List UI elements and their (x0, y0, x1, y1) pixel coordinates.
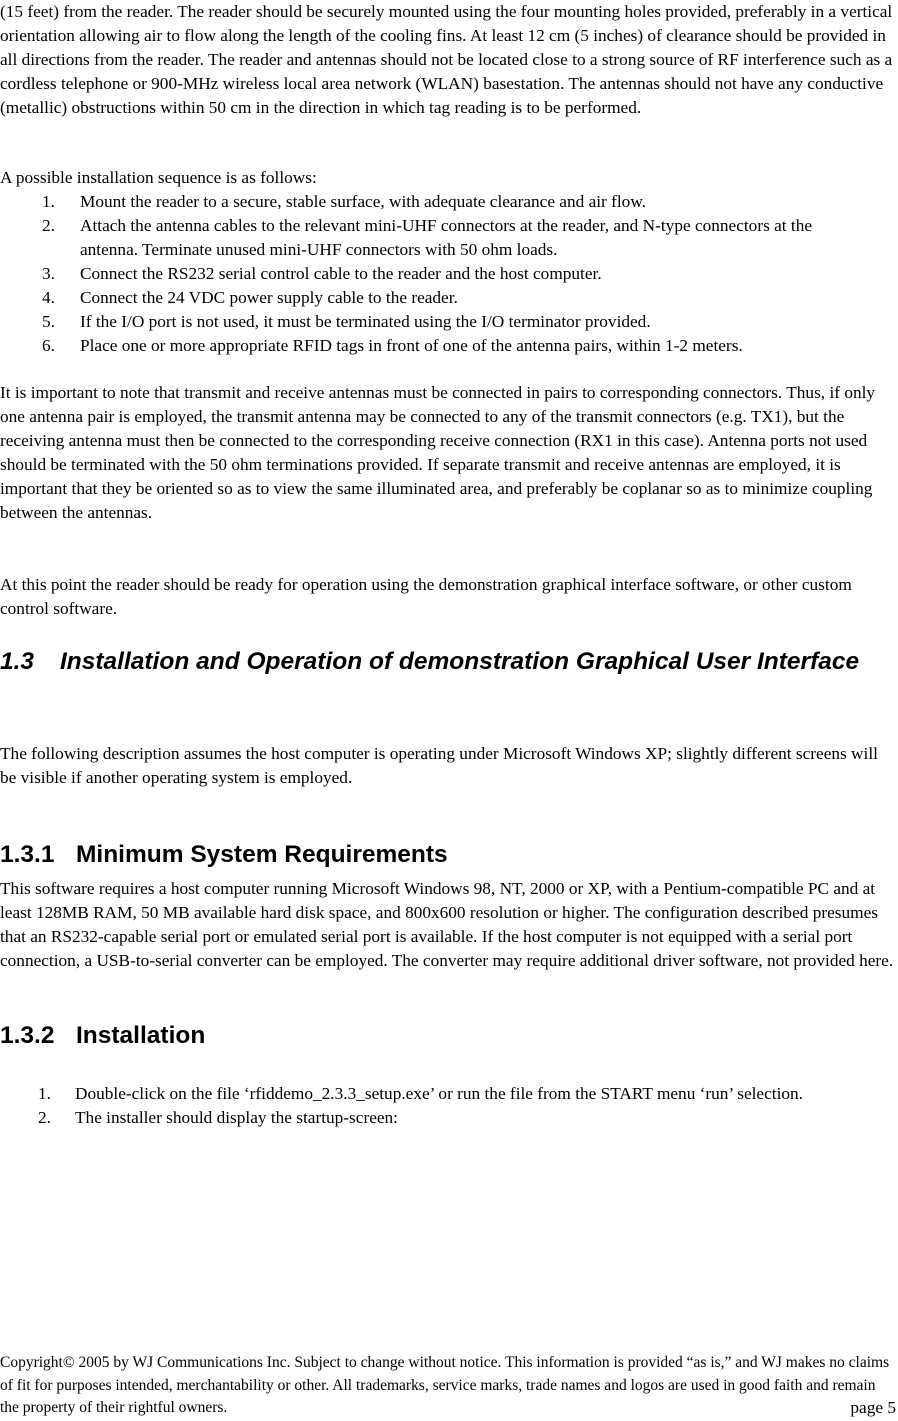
section-number: 1.3 (0, 648, 35, 675)
list-item-number: 2. (38, 1108, 51, 1127)
section-title: Installation (76, 1022, 206, 1049)
list-item-number: 1. (38, 1084, 51, 1103)
list-item-text: Place one or more appropriate RFID tags in front of one of the antenna pairs, within 1-2 meters. (80, 336, 743, 355)
installation-steps-list (38, 1082, 890, 1130)
list-item-number: 6. (42, 336, 55, 355)
section-heading-1-3-2 (0, 1021, 205, 1051)
list-item-text: Attach the antenna cables to the relevant mini-UHF connectors at the reader, and N-type connectors at the antenna. Terminate unused mini-UHF connectors with 50 ohm loads. (80, 216, 813, 259)
list-item-text: If the I/O port is not used, it must be terminated using the I/O terminator provided. (80, 312, 651, 331)
antenna-paragraph: It is important to note that transmit and receive antennas must be connected in pairs to corresponding connectors. Thus, if only one antenna pair is employed, the transmit antenna may be connected to any of the transmit connectors (e.g. TX1), but the receiving antenna must then be connected to the corresponding receive connection (RX1 in this case). Antenna ports not used should be terminated with the 50 ohm terminations provided. If separate transmit and receive antennas are employed, it is important that they be oriented so as to view the same illuminated area, and preferably be coplanar so as to minimize coupling between the antennas. (0, 383, 876, 522)
list-item-number: 3. (42, 264, 55, 283)
list-item (42, 310, 892, 334)
section-title: Minimum System Requirements (76, 841, 448, 868)
installation-sequence-list (42, 190, 892, 358)
list-item-text: Double-click on the file ‘rfiddemo_2.3.3_setup.exe’ or run the file from the START menu ‘run’ selection. (75, 1084, 803, 1103)
section-heading-1-3 (0, 646, 898, 678)
copyright-notice: Copyright© 2005 by WJ Communications Inc. Subject to change without notice. This information is provided “as is,” and WJ makes no claims of fit for purposes intended, merchantability or other. All trademarks, service marks, trade names and logos are used in good faith and remain the property of their rightful owners. (0, 1354, 890, 1416)
list-item-number: 2. (42, 216, 55, 235)
list-item (42, 190, 892, 214)
sequence-intro: A possible installation sequence is as follows: (0, 168, 317, 187)
section-heading-1-3-1 (0, 840, 448, 870)
section-title: Installation and Operation of demonstration Graphical User Interface (60, 648, 860, 675)
list-item-text: Connect the 24 VDC power supply cable to the reader. (80, 288, 458, 307)
list-item (42, 286, 892, 310)
list-item-text: The installer should display the startup-screen: (75, 1108, 398, 1127)
list-item (42, 334, 892, 358)
intro-paragraph: (15 feet) from the reader. The reader should be securely mounted using the four mounting holes provided, preferably in a vertical orientation allowing air to flow along the length of the cooling fins. At least 12 cm (5 inches) of clearance should be provided in all directions from the reader. The reader and antennas should not be located close to a strong source of RF interference such as a cordless telephone or 900-MHz wireless local area network (WLAN) basestation. The antennas should not have any conductive (metallic) obstructions within 50 cm in the direction in which tag reading is to be performed. (0, 2, 893, 117)
list-item-number: 1. (42, 192, 55, 211)
section-number: 1.3.1 (0, 841, 55, 868)
section-1-3-body: The following description assumes the host computer is operating under Microsoft Windows XP; slightly different screens will be visible if another operating system is employed. (0, 744, 878, 787)
list-item-number: 4. (42, 288, 55, 307)
section-1-3-1-body: This software requires a host computer running Microsoft Windows 98, NT, 2000 or XP, with a Pentium-compatible PC and at least 128MB RAM, 50 MB available hard disk space, and 800x600 resolution or higher. The configuration described presumes that an RS232-capable serial port or emulated serial port is available. If the host computer is not equipped with a serial port connection, a USB-to-serial converter can be employed. The converter may require additional driver software, not provided here. (0, 879, 894, 970)
page-number: page 5 (850, 1398, 896, 1417)
list-item-number: 5. (42, 312, 55, 331)
section-number: 1.3.2 (0, 1022, 55, 1049)
list-item (38, 1106, 890, 1130)
list-item-text: Connect the RS232 serial control cable to the reader and the host computer. (80, 264, 602, 283)
list-item-text: Mount the reader to a secure, stable surface, with adequate clearance and air flow. (80, 192, 647, 211)
ready-paragraph: At this point the reader should be ready for operation using the demonstration graphical interface software, or other custom control software. (0, 575, 852, 618)
page-footer (0, 1352, 898, 1420)
list-item (38, 1082, 890, 1106)
list-item (42, 262, 892, 286)
list-item (42, 214, 892, 262)
